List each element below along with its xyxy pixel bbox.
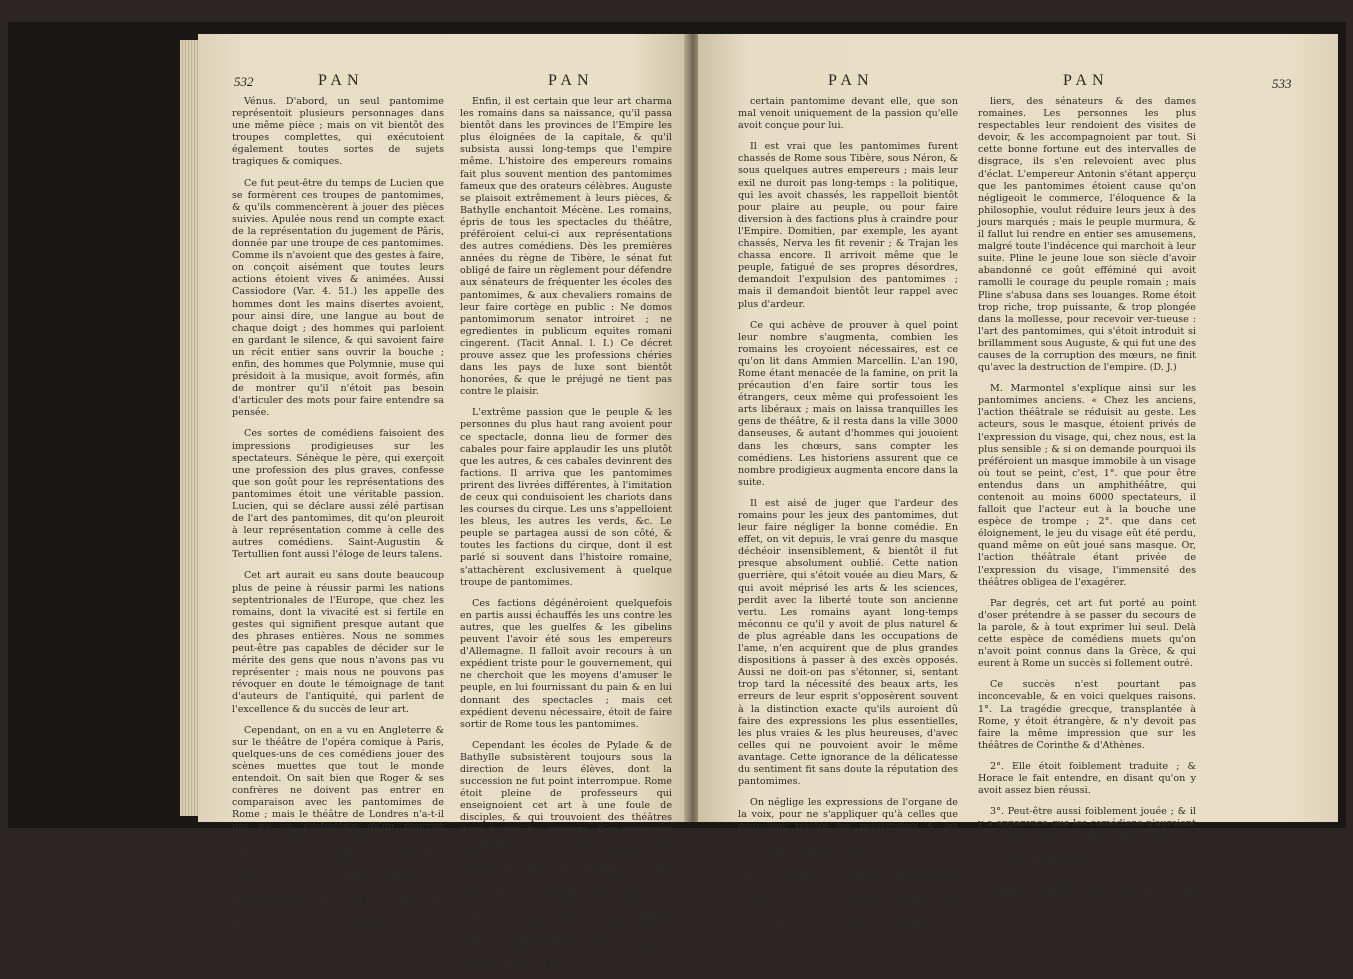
paragraph: Il est aisé de juger que l'ardeur des romains pour les jeux des pantomimes, dut leur faire négliger la bonne comédie. En effet, on vit depuis, le vrai genre du masque déchéoir insensiblement, & bientôt il fut presque absolument oublié. Cette nation guerrière, qui s'étoit vouée au dieu Mars, & qui avoit méprisé les arts & les sciences, perdit avec la liberté toute son ancienne vertu. Les romains ayant long-temps méconnu ce qu'il y avoit de plus naturel & de plus agréable dans les occupations de l'ame, n'en acquirent que de plus grandes dispositions à passer à des excès opposés. Aussi ne doit-on pas s'étonner, si, sentant trop tard la nécessité des beaux arts, les erreurs de leur esprit s'opposèrent souvent à la distinction exacte qu'ils auroient dû faire des expressions les plus essentielles, les plus vraies & les plus heureuses, d'avec celles qui ne pouvoient avoir le même avantage. Cette ignorance de la délicatesse du sentiment fit sans doute la réputation des pantomimes.: [738, 497, 958, 788]
running-head: PAN: [318, 72, 364, 89]
running-head: PAN: [548, 72, 594, 89]
page-number: 533: [1272, 76, 1292, 91]
paragraph: Vénus. D'abord, un seul pantomime représentoit plusieurs personnages dans une même pièce ; mais on vit bientôt des troupes complettes, qui exécutoient également toutes sortes de sujets tragiques & comiques.: [232, 96, 444, 168]
paragraph: Cependant les écoles de Pylade & de Bathylle subsistèrent toujours sous la direction de leurs élèves, dont la succession ne fut point interrompue. Rome étoit pleine de professeurs qui enseignoient cet art à une foule de disciples, & qui trouvoient des théâtres dans toutes les maisons. Non-seulement les femmes les recherchoient pour leurs jeux, mais encore par des motifs d'une passion effrénée. Illis feminæ, simulque viri, animas & corpora substituunt, dit Tertullien. Les passages des poètes sont tels sur ce sujet, qu'on n'ose même les citer en latin. Gallien ayant été appellé pour voir une femme de condition attaquée d'une maladie extraordinaire, il découvrit par les altérations qui survinrent dans la malade, quand on parla d'un: [460, 739, 672, 969]
paragraph: certain pantomime devant elle, que son mal venoit uniquement de la passion qu'elle avoit conçue pour lui.: [738, 96, 958, 132]
paragraph: Ces sortes de comédiens faisoient des impressions prodigieuses sur les spectateurs. Sénèque le père, qui exerçoit une profession des plus graves, confesse que son goût pour les représentations des pantomimes étoit une véritable passion. Lucien, qui se déclare aussi zélé partisan de l'art des pantomimes, dit qu'on pleuroit à leur représentation comme à celle des autres comédiens. Saint-Augustin & Tertullien font aussi l'éloge de leurs talens.: [232, 428, 444, 561]
text-column-1: [232, 96, 444, 951]
paragraph: liers, des sénateurs & des dames romaines. Les personnes les plus respectables leur rendoient des visites de devoir, & les accompagnoient par tout. Si cette bonne fortune eut des intervalles de disgrace, ils s'en relevoient avec plus d'éclat. L'empereur Antonin s'étant apperçu que les pantomimes étoient cause qu'on négligeoit le commerce, l'éloquence & la philosophie, voulut réduire leurs jeux à des jours marqués ; mais le peuple murmura, & il fallut lui rendre en entier ses amusemens, malgré toute l'indécence qui marchoit à leur suite. Pline le jeune loue son siècle d'avoir abandonné ce goût efféminé qui avoit ramolli le courage du peuple romain ; mais Pline s'abusa dans ses louanges. Rome étoit trop riche, trop puissante, & trop plongée dans la mollesse, pour recevoir ver-tueuse : l'art des pantomimes, qui s'étoit introduit si brillamment sous Auguste, & qui fut une des causes de la corruption des mœurs, ne finit qu'avec la destruction de l'empire. (D. J.): [978, 96, 1196, 374]
paragraph: 3°. Peut-être aussi foiblement jouée ; & il y a apparence que les comédiens n'auroient pas été chassés de Rome par les pantomimes, s'ils avoient tous été des Æsopus & des Roscius.: [978, 806, 1196, 866]
paragraph: 2°. Elle étoit foiblement traduite ; & Horace le fait entendre, en disant qu'on y avoit assez bien réussi.: [978, 760, 1196, 797]
left-page: [198, 34, 688, 969]
running-head: PAN: [1063, 72, 1109, 89]
paragraph: Il est vrai que les pantomimes furent chassés de Rome sous Tibère, sous Néron, & sous quelques autres empereurs ; mais leur exil ne duroit pas long-temps : la politique, qui les avoit chassés, les rappelloit bientôt pour plaire au peuple, ou pour faire diversion à des factions plus à craindre pour l'Empire. Domitien, par exemple, les ayant chassés, Nerva les fit revenir ; & Trajan les chassa encore. Il arrivoit même que le peuple, fatigué de ses propres désordres, demandoit l'expulsion des pantomimes ; mais il demandoit bientôt leur rappel avec plus d'ardeur.: [738, 141, 958, 310]
right-page: [698, 34, 1338, 942]
paragraph: Cet art aurait eu sans doute beaucoup plus de peine à réussir parmi les nations septentrionales de l'Europe, que chez les romains, dont la vivacité est si fertile en gestes qui signifient presque autant que des phrases entières. Nous ne sommes peut-être pas capables de décider sur le mérite des gens que nous n'avons pas vu représenter ; mais nous ne pouvons pas révoquer en doute le témoignage de tant d'auteurs de l'antiquité, qui parlent de l'excellence & du succès de leur art.: [232, 570, 444, 715]
paragraph: Ce succès n'est pourtant pas inconcevable, & en voici quelques raisons. 1°. La tragédie grecque, transplantée à Rome, y étoit étrangère, & n'y devoit pas faire la même impression que sur les théâtres de Corinthe & d'Athènes.: [978, 679, 1196, 751]
paragraph: M. Marmontel s'explique ainsi sur les pantomimes anciens. « Chez les anciens, l'action théâtrale se réduisit au geste. Les acteurs, sous le masque, étoient privés de l'expression du visage, qui, chez nous, est la plus sensible ; & si on demande pourquoi ils préféroient un masque immobile à un visage où tout se peint, c'est, 1°. que pour être entendus dans un amphithéâtre, qui contenoit au moins 6000 spectateurs, il falloit que l'acteur eut à la bouche une espèce de trompe ; 2°. que dans cet éloignement, le jeu du visage eût été perdu, quand même on eût joué sans masque. Or, l'action théâtrale étant privée de l'expression du visage, l'immensité des théâtres obligea de l'exagérer.: [978, 383, 1196, 588]
running-head: PAN: [828, 72, 874, 89]
text-column-1: [738, 96, 958, 951]
paragraph: Cependant, on en a vu en Angleterre & sur le théâtre de l'opéra comique à Paris, quelques-uns de ces comédiens jouer des scènes muettes que tout le monde entendoit. On sait bien que Roger & ses confrères ne doivent pas entrer en comparaison avec les pantomimes de Rome ; mais le théâtre de Londres n'a-t-il pas eu un pantomime qu'on pourroit opposer à Pylade & à Bathylle ? Le fameux Garrick étoit un acteur d'autant plus merveilleux, qu'il exécutoit également toutes sortes de sujets tragiques & comiques. Nous savons aussi que les chinois ont des espèces de pantomimes qui jouent chez eux sans parler. Les danses des persans ne sont-elles pas des pantomimes ?: [232, 724, 444, 942]
paragraph: L'extrême passion que le peuple & les personnes du plus haut rang avoient pour ce spectacle, donna lieu de former des cabales pour faire applaudir les uns plutôt que les autres, & ces cabales devinrent des factions. Il arriva que les pantomimes prirent des livrées différentes, à l'imitation de ceux qui conduisoient les chariots dans les courses du cirque. Les uns s'appelloient les bleus, les autres les verds, &c. Le peuple se partagea aussi de son côté, & toutes les factions du cirque, dont il est parlé si souvent dans l'histoire romaine, s'attachèrent exclusivement à quelque troupe de pantomimes.: [460, 407, 672, 588]
paragraph: On néglige les expressions de l'organe de la voix, pour ne s'appliquer qu'à celles que pouvoient rendre les mouvemens & les gestes du corps. Ces expressions, qui ne pouvoient admettre toutes les nuances de celles des sons, & avec lesquelles on n'eût jamais inventé les sciences spéculatives, firent sous les empereurs une partie de l'éducation de la jeunesse romaine. Les maîtres de cet art frivole recevoient, comme je l'ai dit, des attentions très-marquées du peuple, des cheva-: [738, 797, 958, 942]
paragraph: 4°. Les romains n'étoient pas un peuple sensible, comme les grecs, aux plaisirs de l'esprit & de l'ame :: [978, 875, 1196, 911]
paragraph: Enfin, il est certain que leur art charma les romains dans sa naissance, qu'il passa bientôt dans les provinces de l'Empire les plus éloignées de la capitale, & qu'il subsista aussi long-temps que l'empire même. L'histoire des empereurs romains fait plus souvent mention des pantomimes fameux que des orateurs célèbres. Auguste se plaisoit extrêmement à leurs pièces, & Bathylle enchantoit Mécène. Les romains, épris de tous les spectacles du théâtre, préféroient celui-ci aux représentations des autres comédiens. Dès les premières années du règne de Tibère, le sénat fut obligé de faire un règlement pour défendre aux sénateurs de fréquenter les écoles des pantomimes, & aux chevaliers romains de leur faire cortège en public : Ne domos pantomimorum senator introiret ; ne egredientes in publicum equites romani cingerent. (Tacit Annal. l. I.) Ce décret prouve assez que les professions chéries dans les pays de luxe sont bientôt honorées, & que le préjugé ne tient pas contre le plaisir.: [460, 96, 672, 398]
text-column-2: [978, 96, 1196, 921]
paragraph: Par degrés, cet art fut porté au point d'oser prétendre à se passer du secours de la parole, & à tout exprimer lui seul. Delà cette espèce de comédiens muets qu'on n'avoit point connus dans la Grèce, & qui eurent à Rome un succès si follement outré.: [978, 597, 1196, 670]
paragraph: Ce fut peut-être du temps de Lucien que se formèrent ces troupes de pantomimes, & qu'ils commencèrent à jouer des pièces suivies. Apulée nous rend un compte exact de la représentation du jugement de Pâris, donnée par une troupe de ces pantomimes. Comme ils n'avoient que des gestes à faire, on conçoit aisément que toutes leurs actions étoient vives & animées. Aussi Cassiodore (Var. 4. 51.) les appelle des hommes dont les mains disertes avoient, pour ainsi dire, une langue au bout de chaque doigt ; des hommes qui parloient en gardant le silence, & qui savoient faire un récit entier sans ouvrir la bouche ; enfin, des hommes que Polymnie, muse qui présidoit à la musique, avoit formés, afin de montrer qu'il n'étoit pas besoin d'articuler des mots pour faire entendre sa pensée.: [232, 177, 444, 419]
paragraph: Ce qui achève de prouver à quel point leur nombre s'augmenta, combien les romains les croyoient nécessaires, est ce qu'on lit dans Ammien Marcellin. L'an 190, Rome étant menacée de la famine, on prit la précaution d'en faire sortir tous les étrangers, ceux même qui professoient les arts libéraux ; mais on laissa tranquilles les gens de théâtre, & il resta dans la ville 3000 danseuses, & autant d'hommes qui jouoient dans les chœurs, sans compter les comédiens. Les historiens assurent que ce nombre prodigieux augmenta encore dans la suite.: [738, 319, 958, 488]
page-edges: [180, 40, 200, 816]
book-spread: [8, 22, 1346, 969]
page-number: 532: [234, 74, 254, 89]
paragraph: Ces factions dégénéroient quelquefois en partis aussi échauffés les uns contre les autres, que les guelfes & les gibelins peuvent l'avoir été sous les empereurs d'Allemagne. Il falloit avoir recours à un expédient triste pour le gouvernement, qui ne cherchoit que les moyens d'amuser le peuple, en lui fournissant du pain & en lui donnant des spectacles ; mais cet expédient devenu nécessaire, étoit de faire sortir de Rome tous les pantomimes.: [460, 597, 672, 730]
text-column-2: [460, 96, 672, 979]
